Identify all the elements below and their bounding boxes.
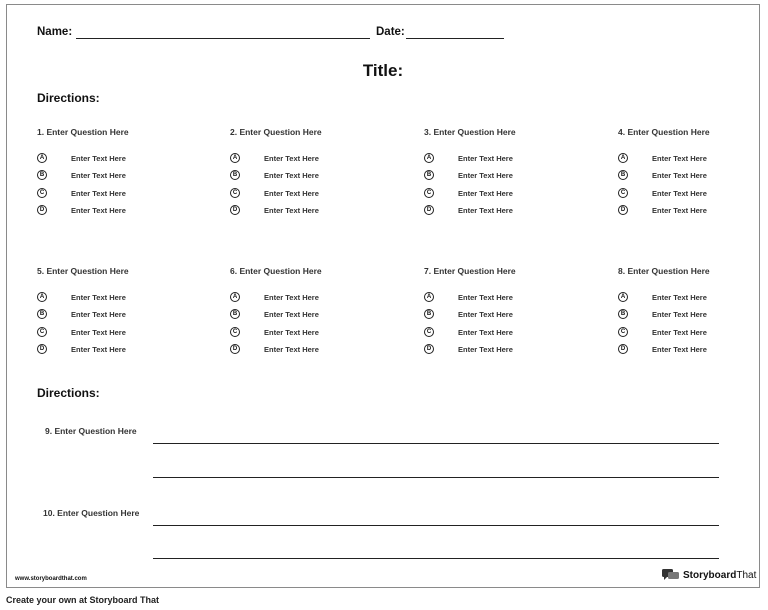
answer-option[interactable] bbox=[618, 292, 707, 302]
answer-bubble[interactable]: D bbox=[37, 205, 47, 215]
answer-option[interactable] bbox=[618, 344, 707, 354]
answer-option[interactable] bbox=[424, 153, 513, 163]
answer-bubble[interactable]: D bbox=[37, 344, 47, 354]
answer-option[interactable] bbox=[424, 205, 513, 215]
answer-option[interactable] bbox=[230, 153, 319, 163]
question-block bbox=[37, 266, 227, 354]
question-block bbox=[37, 127, 227, 215]
answer-bubble[interactable]: A bbox=[618, 292, 628, 302]
answer-bubble[interactable]: B bbox=[37, 309, 47, 319]
question-title: 2. Enter Question Here bbox=[230, 127, 322, 137]
answer-option[interactable] bbox=[618, 327, 707, 337]
name-label: Name: bbox=[37, 26, 73, 38]
answer-bubble[interactable]: B bbox=[618, 170, 628, 180]
answer-option[interactable] bbox=[618, 188, 707, 198]
answer-bubble[interactable]: A bbox=[424, 292, 434, 302]
answer-option[interactable] bbox=[37, 153, 126, 163]
answer-text: Enter Text Here bbox=[458, 327, 513, 337]
storyboardthat-logo[interactable] bbox=[662, 569, 756, 581]
answer-option[interactable] bbox=[230, 170, 319, 180]
answer-text: Enter Text Here bbox=[264, 327, 319, 337]
answer-bubble[interactable]: B bbox=[230, 170, 240, 180]
question-title: 7. Enter Question Here bbox=[424, 266, 516, 276]
answer-bubble[interactable]: C bbox=[37, 188, 47, 198]
answer-bubble[interactable]: D bbox=[424, 205, 434, 215]
answer-text: Enter Text Here bbox=[71, 309, 126, 319]
answer-bubble[interactable]: D bbox=[230, 205, 240, 215]
answer-bubble[interactable]: B bbox=[618, 309, 628, 319]
speech-bubbles-icon bbox=[662, 569, 680, 581]
open-question-10: 10. Enter Question Here bbox=[43, 508, 140, 518]
answer-bubble[interactable]: C bbox=[37, 327, 47, 337]
answer-bubble[interactable]: B bbox=[424, 170, 434, 180]
answer-text: Enter Text Here bbox=[652, 153, 707, 163]
answer-text: Enter Text Here bbox=[71, 205, 126, 215]
answer-bubble[interactable]: B bbox=[37, 170, 47, 180]
answer-text: Enter Text Here bbox=[71, 188, 126, 198]
date-line[interactable] bbox=[406, 38, 504, 39]
answer-line[interactable] bbox=[153, 558, 719, 559]
answer-text: Enter Text Here bbox=[458, 188, 513, 198]
answer-bubble[interactable]: C bbox=[424, 327, 434, 337]
answer-bubble[interactable]: C bbox=[230, 327, 240, 337]
answer-text: Enter Text Here bbox=[458, 170, 513, 180]
answer-bubble[interactable]: C bbox=[618, 188, 628, 198]
answer-bubble[interactable]: A bbox=[618, 153, 628, 163]
answer-text: Enter Text Here bbox=[458, 292, 513, 302]
name-line[interactable] bbox=[76, 38, 370, 39]
date-label: Date: bbox=[376, 26, 405, 38]
answer-bubble[interactable]: D bbox=[424, 344, 434, 354]
answer-option[interactable] bbox=[618, 205, 707, 215]
answer-option[interactable] bbox=[618, 170, 707, 180]
answer-text: Enter Text Here bbox=[458, 205, 513, 215]
answer-option[interactable] bbox=[37, 327, 126, 337]
answer-option[interactable] bbox=[230, 309, 319, 319]
answer-text: Enter Text Here bbox=[71, 327, 126, 337]
answer-text: Enter Text Here bbox=[264, 292, 319, 302]
answer-text: Enter Text Here bbox=[264, 188, 319, 198]
question-title: 8. Enter Question Here bbox=[618, 266, 710, 276]
answer-bubble[interactable]: B bbox=[424, 309, 434, 319]
answer-bubble[interactable]: A bbox=[37, 153, 47, 163]
answer-option[interactable] bbox=[37, 344, 126, 354]
answer-option[interactable] bbox=[424, 344, 513, 354]
answer-option[interactable] bbox=[37, 309, 126, 319]
answer-bubble[interactable]: C bbox=[230, 188, 240, 198]
answer-option[interactable] bbox=[424, 292, 513, 302]
answer-text: Enter Text Here bbox=[458, 309, 513, 319]
question-block bbox=[230, 266, 420, 354]
answer-option[interactable] bbox=[37, 292, 126, 302]
answer-bubble[interactable]: C bbox=[424, 188, 434, 198]
directions-heading-2: Directions: bbox=[37, 386, 100, 400]
logo-text-light: That bbox=[736, 569, 757, 581]
answer-option[interactable] bbox=[37, 170, 126, 180]
question-block bbox=[230, 127, 420, 215]
answer-option[interactable] bbox=[424, 327, 513, 337]
answer-bubble[interactable]: C bbox=[618, 327, 628, 337]
answer-text: Enter Text Here bbox=[652, 205, 707, 215]
answer-text: Enter Text Here bbox=[652, 327, 707, 337]
answer-option[interactable] bbox=[618, 309, 707, 319]
answer-text: Enter Text Here bbox=[264, 344, 319, 354]
directions-heading-1: Directions: bbox=[37, 91, 100, 105]
answer-bubble[interactable]: D bbox=[618, 205, 628, 215]
answer-line[interactable] bbox=[153, 443, 719, 444]
answer-line[interactable] bbox=[153, 525, 719, 526]
question-title: 6. Enter Question Here bbox=[230, 266, 322, 276]
question-title: 1. Enter Question Here bbox=[37, 127, 129, 137]
answer-option[interactable] bbox=[424, 309, 513, 319]
answer-text: Enter Text Here bbox=[71, 292, 126, 302]
answer-option[interactable] bbox=[230, 205, 319, 215]
answer-bubble[interactable]: A bbox=[230, 292, 240, 302]
answer-option[interactable] bbox=[37, 188, 126, 198]
answer-bubble[interactable]: B bbox=[230, 309, 240, 319]
answer-text: Enter Text Here bbox=[652, 170, 707, 180]
answer-text: Enter Text Here bbox=[652, 344, 707, 354]
question-block bbox=[618, 127, 768, 215]
answer-text: Enter Text Here bbox=[652, 309, 707, 319]
page-title: Title: bbox=[362, 61, 404, 80]
answer-bubble[interactable]: A bbox=[230, 153, 240, 163]
answer-text: Enter Text Here bbox=[264, 309, 319, 319]
open-question-9: 9. Enter Question Here bbox=[45, 426, 137, 436]
question-title: 5. Enter Question Here bbox=[37, 266, 129, 276]
logo-text-bold: Storyboard bbox=[683, 569, 737, 581]
question-title: 3. Enter Question Here bbox=[424, 127, 516, 137]
answer-text: Enter Text Here bbox=[264, 205, 319, 215]
answer-option[interactable] bbox=[37, 205, 126, 215]
answer-option[interactable] bbox=[618, 153, 707, 163]
answer-text: Enter Text Here bbox=[71, 170, 126, 180]
answer-text: Enter Text Here bbox=[71, 153, 126, 163]
answer-bubble[interactable]: D bbox=[230, 344, 240, 354]
question-block bbox=[618, 266, 768, 354]
answer-line[interactable] bbox=[153, 477, 719, 478]
answer-option[interactable] bbox=[230, 327, 319, 337]
answer-option[interactable] bbox=[230, 344, 319, 354]
answer-text: Enter Text Here bbox=[458, 153, 513, 163]
answer-text: Enter Text Here bbox=[71, 344, 126, 354]
answer-text: Enter Text Here bbox=[458, 344, 513, 354]
question-block bbox=[424, 266, 614, 354]
answer-option[interactable] bbox=[230, 292, 319, 302]
answer-option[interactable] bbox=[424, 170, 513, 180]
question-title: 4. Enter Question Here bbox=[618, 127, 710, 137]
answer-option[interactable] bbox=[230, 188, 319, 198]
answer-bubble[interactable]: D bbox=[618, 344, 628, 354]
page-caption[interactable]: Create your own at Storyboard That bbox=[6, 595, 160, 605]
answer-bubble[interactable]: A bbox=[37, 292, 47, 302]
footer-url[interactable]: www.storyboardthat.com bbox=[15, 576, 87, 582]
question-block bbox=[424, 127, 614, 215]
answer-option[interactable] bbox=[424, 188, 513, 198]
answer-text: Enter Text Here bbox=[652, 292, 707, 302]
answer-text: Enter Text Here bbox=[652, 188, 707, 198]
answer-bubble[interactable]: A bbox=[424, 153, 434, 163]
answer-text: Enter Text Here bbox=[264, 170, 319, 180]
worksheet-page bbox=[6, 4, 760, 588]
answer-text: Enter Text Here bbox=[264, 153, 319, 163]
